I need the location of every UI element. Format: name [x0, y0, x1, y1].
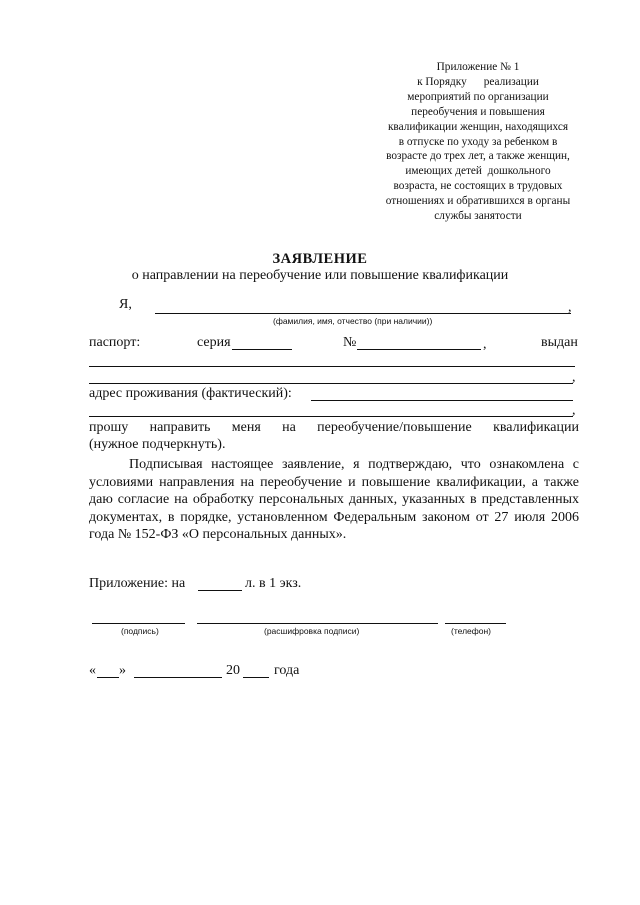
- document-subtitle: о направлении на переобучение или повышение квалификации: [131, 268, 509, 283]
- date-month-line[interactable]: [134, 677, 222, 678]
- phone-line[interactable]: [445, 623, 506, 624]
- signature-decode-caption: (расшифровка подписи): [264, 626, 360, 636]
- attachment-prefix: Приложение: на: [89, 576, 186, 591]
- appendix-line: в отпуске по уходу за ребенком в: [398, 135, 558, 148]
- number-sign: №: [343, 335, 357, 350]
- consent-text: Подписывая настоящее заявление, я подтверждаю, что ознакомлена с условиями направления на переобучение и повышение квалификации, а также даю согласие на обработку персональных данных, указанных в представленных документах, в порядке, установленном Федеральным законом от 27 июля 2006 года № 152-ФЗ «О персональных данных».: [89, 457, 579, 542]
- date-quote-open: «: [89, 663, 96, 678]
- appendix-line: возрасте до трех лет, а также женщин,: [386, 150, 570, 163]
- attachment-pages-line[interactable]: [198, 590, 242, 591]
- request-word: квалификации: [493, 420, 579, 435]
- attachment-suffix: л. в 1 экз.: [245, 576, 302, 591]
- request-word: прошу: [89, 420, 129, 435]
- appendix-line: Приложение № 1: [436, 61, 520, 73]
- request-word: меня: [231, 420, 261, 435]
- consent-paragraph: [89, 456, 579, 544]
- request-word: направить: [149, 420, 211, 435]
- date-year-prefix: 20: [226, 663, 240, 678]
- phone-caption: (телефон): [451, 626, 492, 636]
- passport-label: паспорт:: [89, 335, 141, 350]
- issued-field-line-2[interactable]: [89, 383, 573, 384]
- issued-field-line-1[interactable]: [89, 366, 575, 367]
- address-field-line-2[interactable]: [89, 416, 573, 417]
- request-line: [89, 420, 579, 436]
- date-quote-close: »: [119, 663, 126, 678]
- address-label: адрес проживания (фактический):: [89, 386, 292, 401]
- number-field-line[interactable]: [357, 349, 481, 350]
- appendix-line: к Порядку реализации: [417, 75, 539, 88]
- name-comma: ,: [568, 300, 572, 315]
- address-field-line-1[interactable]: [311, 400, 573, 401]
- appendix-line: службы занятости: [434, 210, 522, 223]
- series-field-line[interactable]: [232, 349, 292, 350]
- appendix-line: отношениях и обратившихся в органы: [385, 195, 571, 208]
- name-field-line[interactable]: [155, 313, 571, 314]
- document-title: ЗАЯВЛЕНИЕ: [272, 251, 368, 267]
- appendix-line: мероприятий по организации: [407, 90, 549, 103]
- issued-comma: ,: [572, 370, 576, 385]
- number-comma: ,: [483, 337, 487, 352]
- signature-line[interactable]: [92, 623, 185, 624]
- issued-label: выдан: [541, 335, 578, 350]
- series-label: серия: [197, 335, 231, 350]
- name-caption: (фамилия, имя, отчество (при наличии)): [273, 316, 433, 326]
- appendix-line: квалификации женщин, находящихся: [387, 120, 569, 133]
- signature-decode-line[interactable]: [197, 623, 438, 624]
- appendix-line: возраста, не состоящих в трудовых: [393, 180, 563, 193]
- appendix-line: переобучения и повышения: [411, 105, 545, 118]
- signature-caption: (подпись): [121, 626, 159, 636]
- ya-label: Я,: [119, 297, 132, 312]
- request-note: (нужное подчеркнуть).: [89, 437, 226, 452]
- date-year-line[interactable]: [243, 677, 269, 678]
- request-word: на: [282, 420, 296, 435]
- date-suffix: года: [274, 663, 300, 678]
- appendix-line: имеющих детей дошкольного: [405, 165, 551, 178]
- address-comma: ,: [572, 403, 576, 418]
- request-word: переобучение/повышение: [317, 420, 472, 435]
- appendix-block: [362, 60, 594, 224]
- date-day-line[interactable]: [97, 677, 119, 678]
